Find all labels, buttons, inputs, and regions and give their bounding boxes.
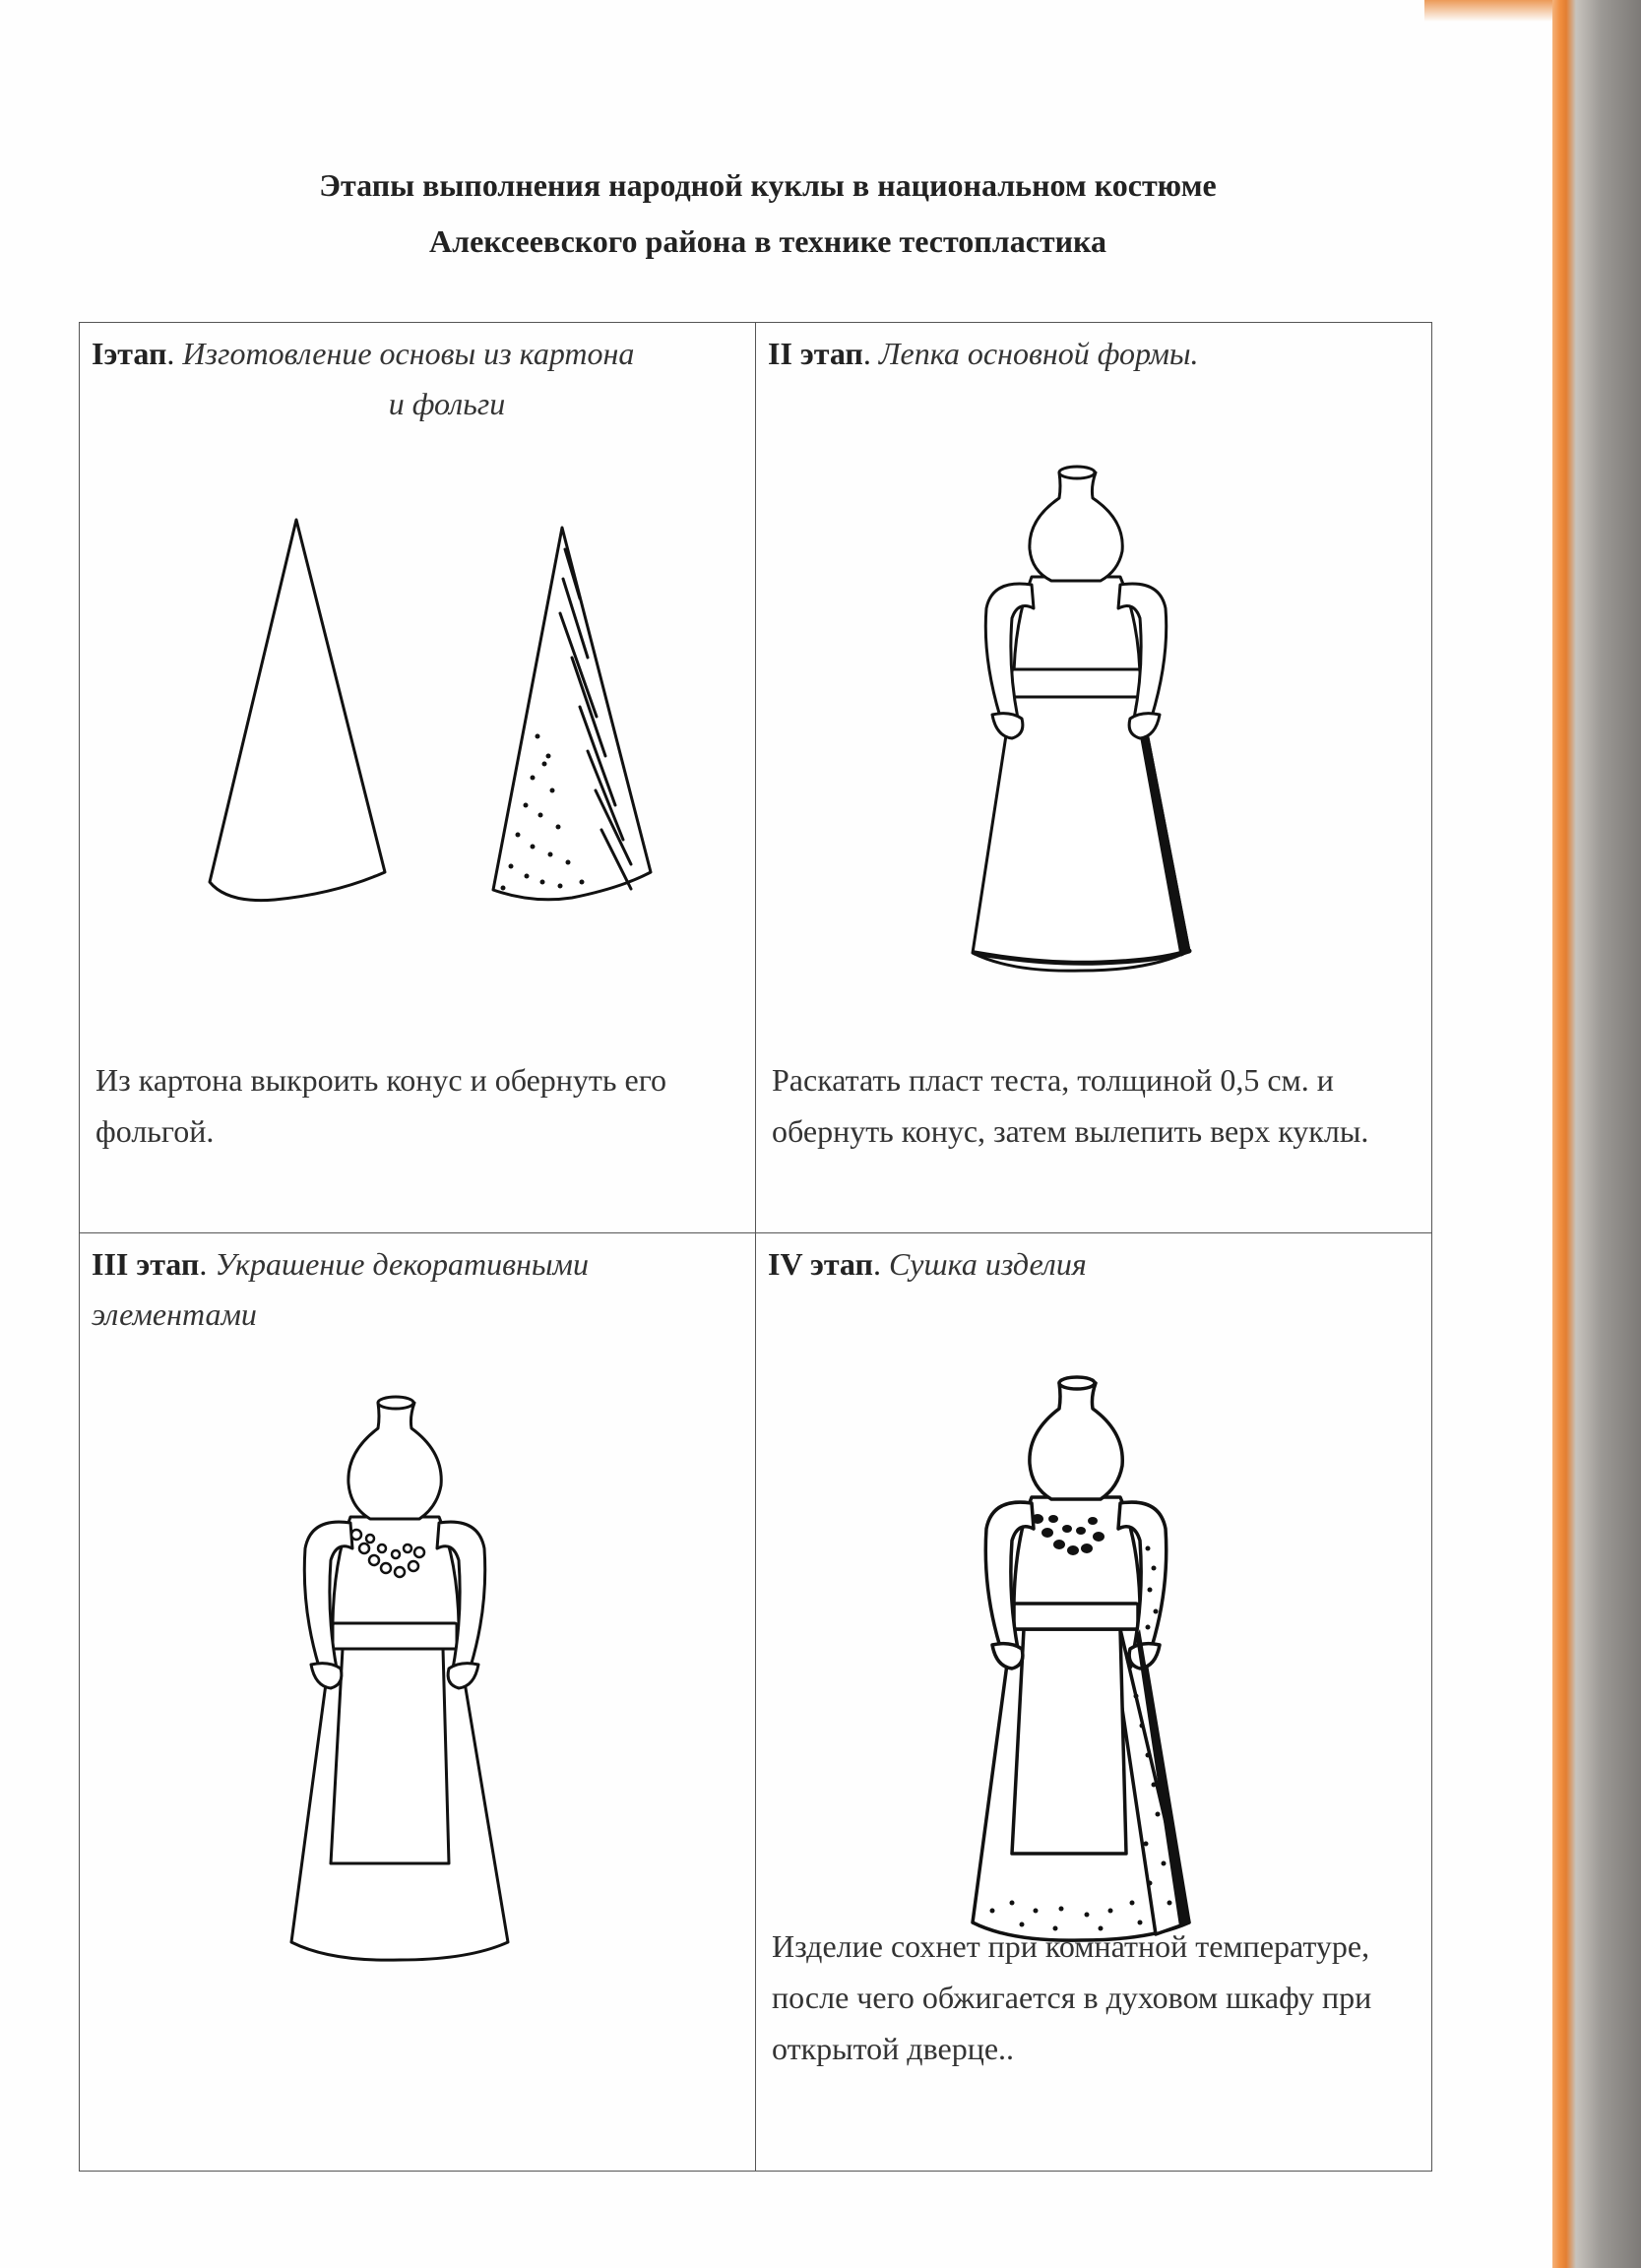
doll-belt — [333, 1623, 457, 1649]
stage-3-heading: III этап. Украшение декоративными элементами — [92, 1246, 589, 1332]
doll-head — [1030, 469, 1122, 581]
stage-2-label: II этап — [768, 336, 863, 371]
stage-4-heading: IV этап. Сушка изделия — [768, 1246, 1087, 1282]
doll-head — [348, 1399, 441, 1519]
stage-1-heading: Iэтап. Изготовление основы из картона и фольги — [92, 329, 743, 429]
stage-3-label: III этап — [92, 1246, 200, 1282]
stage-4-description: Изделие сохнет при комнатной температуре, после чего обжигается в духовом шкафу при открытой дверце.. — [772, 1928, 1372, 2066]
stage-3-name: Украшение декоративными — [215, 1246, 589, 1282]
page-title-line-2: Алексеевского района в технике тестопластика — [429, 223, 1106, 259]
doll-apron — [331, 1649, 449, 1863]
stage-2-description: Раскатать пласт теста, толщиной 0,5 см. и обернуть конус, затем вылепить верх куклы. — [772, 1062, 1369, 1149]
book-edge-top — [1424, 0, 1552, 22]
stage-4-label: IV этап — [768, 1246, 873, 1282]
stages-table — [79, 322, 1432, 2172]
doll-belt — [1014, 1604, 1138, 1629]
doll-head — [1030, 1379, 1122, 1499]
stage-1-name: Изготовление основы из картона — [182, 336, 635, 371]
stage-4-cell — [756, 1233, 1432, 2172]
page-title — [79, 158, 1457, 270]
stage-1-label: Iэтап — [92, 336, 167, 371]
cardboard-cone — [210, 520, 385, 901]
stage-1-name-line-2: и фольги — [388, 386, 506, 421]
stage-3-name-line-2: элементами — [92, 1296, 257, 1332]
stage-2-heading: II этап. Лепка основной формы. — [768, 336, 1199, 371]
cone-illustrations — [198, 510, 670, 953]
stage-2-name: Лепка основной формы. — [878, 336, 1199, 371]
stage-3-cell — [80, 1233, 756, 2172]
dried-doll-illustration — [953, 1371, 1209, 1942]
doll-skirt — [973, 697, 1189, 971]
doll-belt — [1012, 669, 1140, 697]
stage-1-cell — [80, 323, 756, 1233]
foil-cone — [493, 528, 651, 900]
decorated-doll-illustration — [272, 1391, 528, 1962]
book-edge — [1552, 0, 1641, 2268]
doll-apron — [1012, 1629, 1126, 1854]
page-title-line-1: Этапы выполнения народной куклы в национальном костюме — [319, 167, 1217, 203]
stage-4-name: Сушка изделия — [888, 1246, 1087, 1282]
doll-base-illustration — [953, 461, 1209, 973]
stage-2-cell — [756, 323, 1432, 1233]
stage-1-description: Из картона выкроить конус и обернуть его фольгой. — [95, 1062, 667, 1149]
